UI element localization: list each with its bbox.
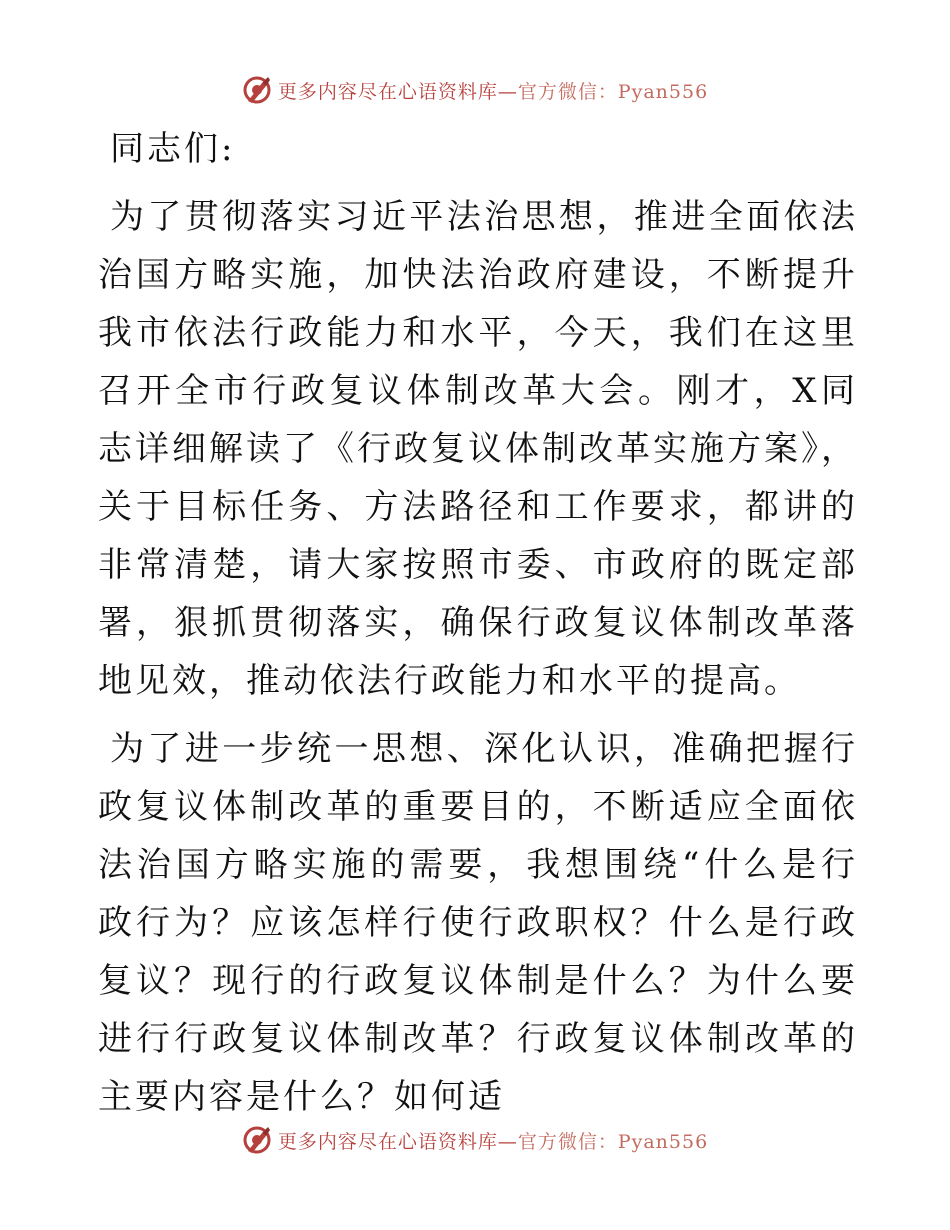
banner-text	[278, 77, 708, 104]
salutation: 同志们:	[110, 129, 236, 169]
document-body	[98, 120, 858, 1136]
header-banner	[0, 70, 950, 110]
banner-promo-text: 更多内容尽在心语资料库—	[277, 1130, 518, 1153]
paragraph-2: 为了进一步统一思想、深化认识，准确把握行政复议体制改革的重要目的，不断适应全面依法治国方略实施的需要，我想围绕“什么是行政行为？应该怎样行使行政职权？什么是行政复议？现行的行政复议体制是什么？为什么要进行行政复议体制改革？行政复议体制改革的主要内容是什么？如何适	[98, 729, 858, 1117]
paragraph-1: 为了贯彻落实习近平法治思想，推进全面依法治国方略实施，加快法治政府建设，不断提升我市依法行政能力和水平，今天，我们在这里召开全市行政复议体制改革大会。刚才，X同志详细解读了《行政复议体制改革实施方案》，关于目标任务、方法路径和工作要求，都讲的非常清楚，请大家按照市委、市政府的既定部署，狠抓贯彻落实，确保行政复议体制改革落地见效，推动依法行政能力和水平的提高。	[98, 197, 858, 701]
banner-wechat-text: 官方微信：Pyan556	[517, 80, 709, 103]
banner-wechat-text: 官方微信：Pyan556	[517, 1130, 709, 1153]
footer-banner	[0, 1120, 950, 1160]
red-pen-circle-logo-icon	[242, 1125, 272, 1155]
banner-promo-text: 更多内容尽在心语资料库—	[277, 80, 518, 103]
red-pen-circle-logo-icon	[242, 75, 272, 105]
banner-text	[278, 1127, 708, 1154]
